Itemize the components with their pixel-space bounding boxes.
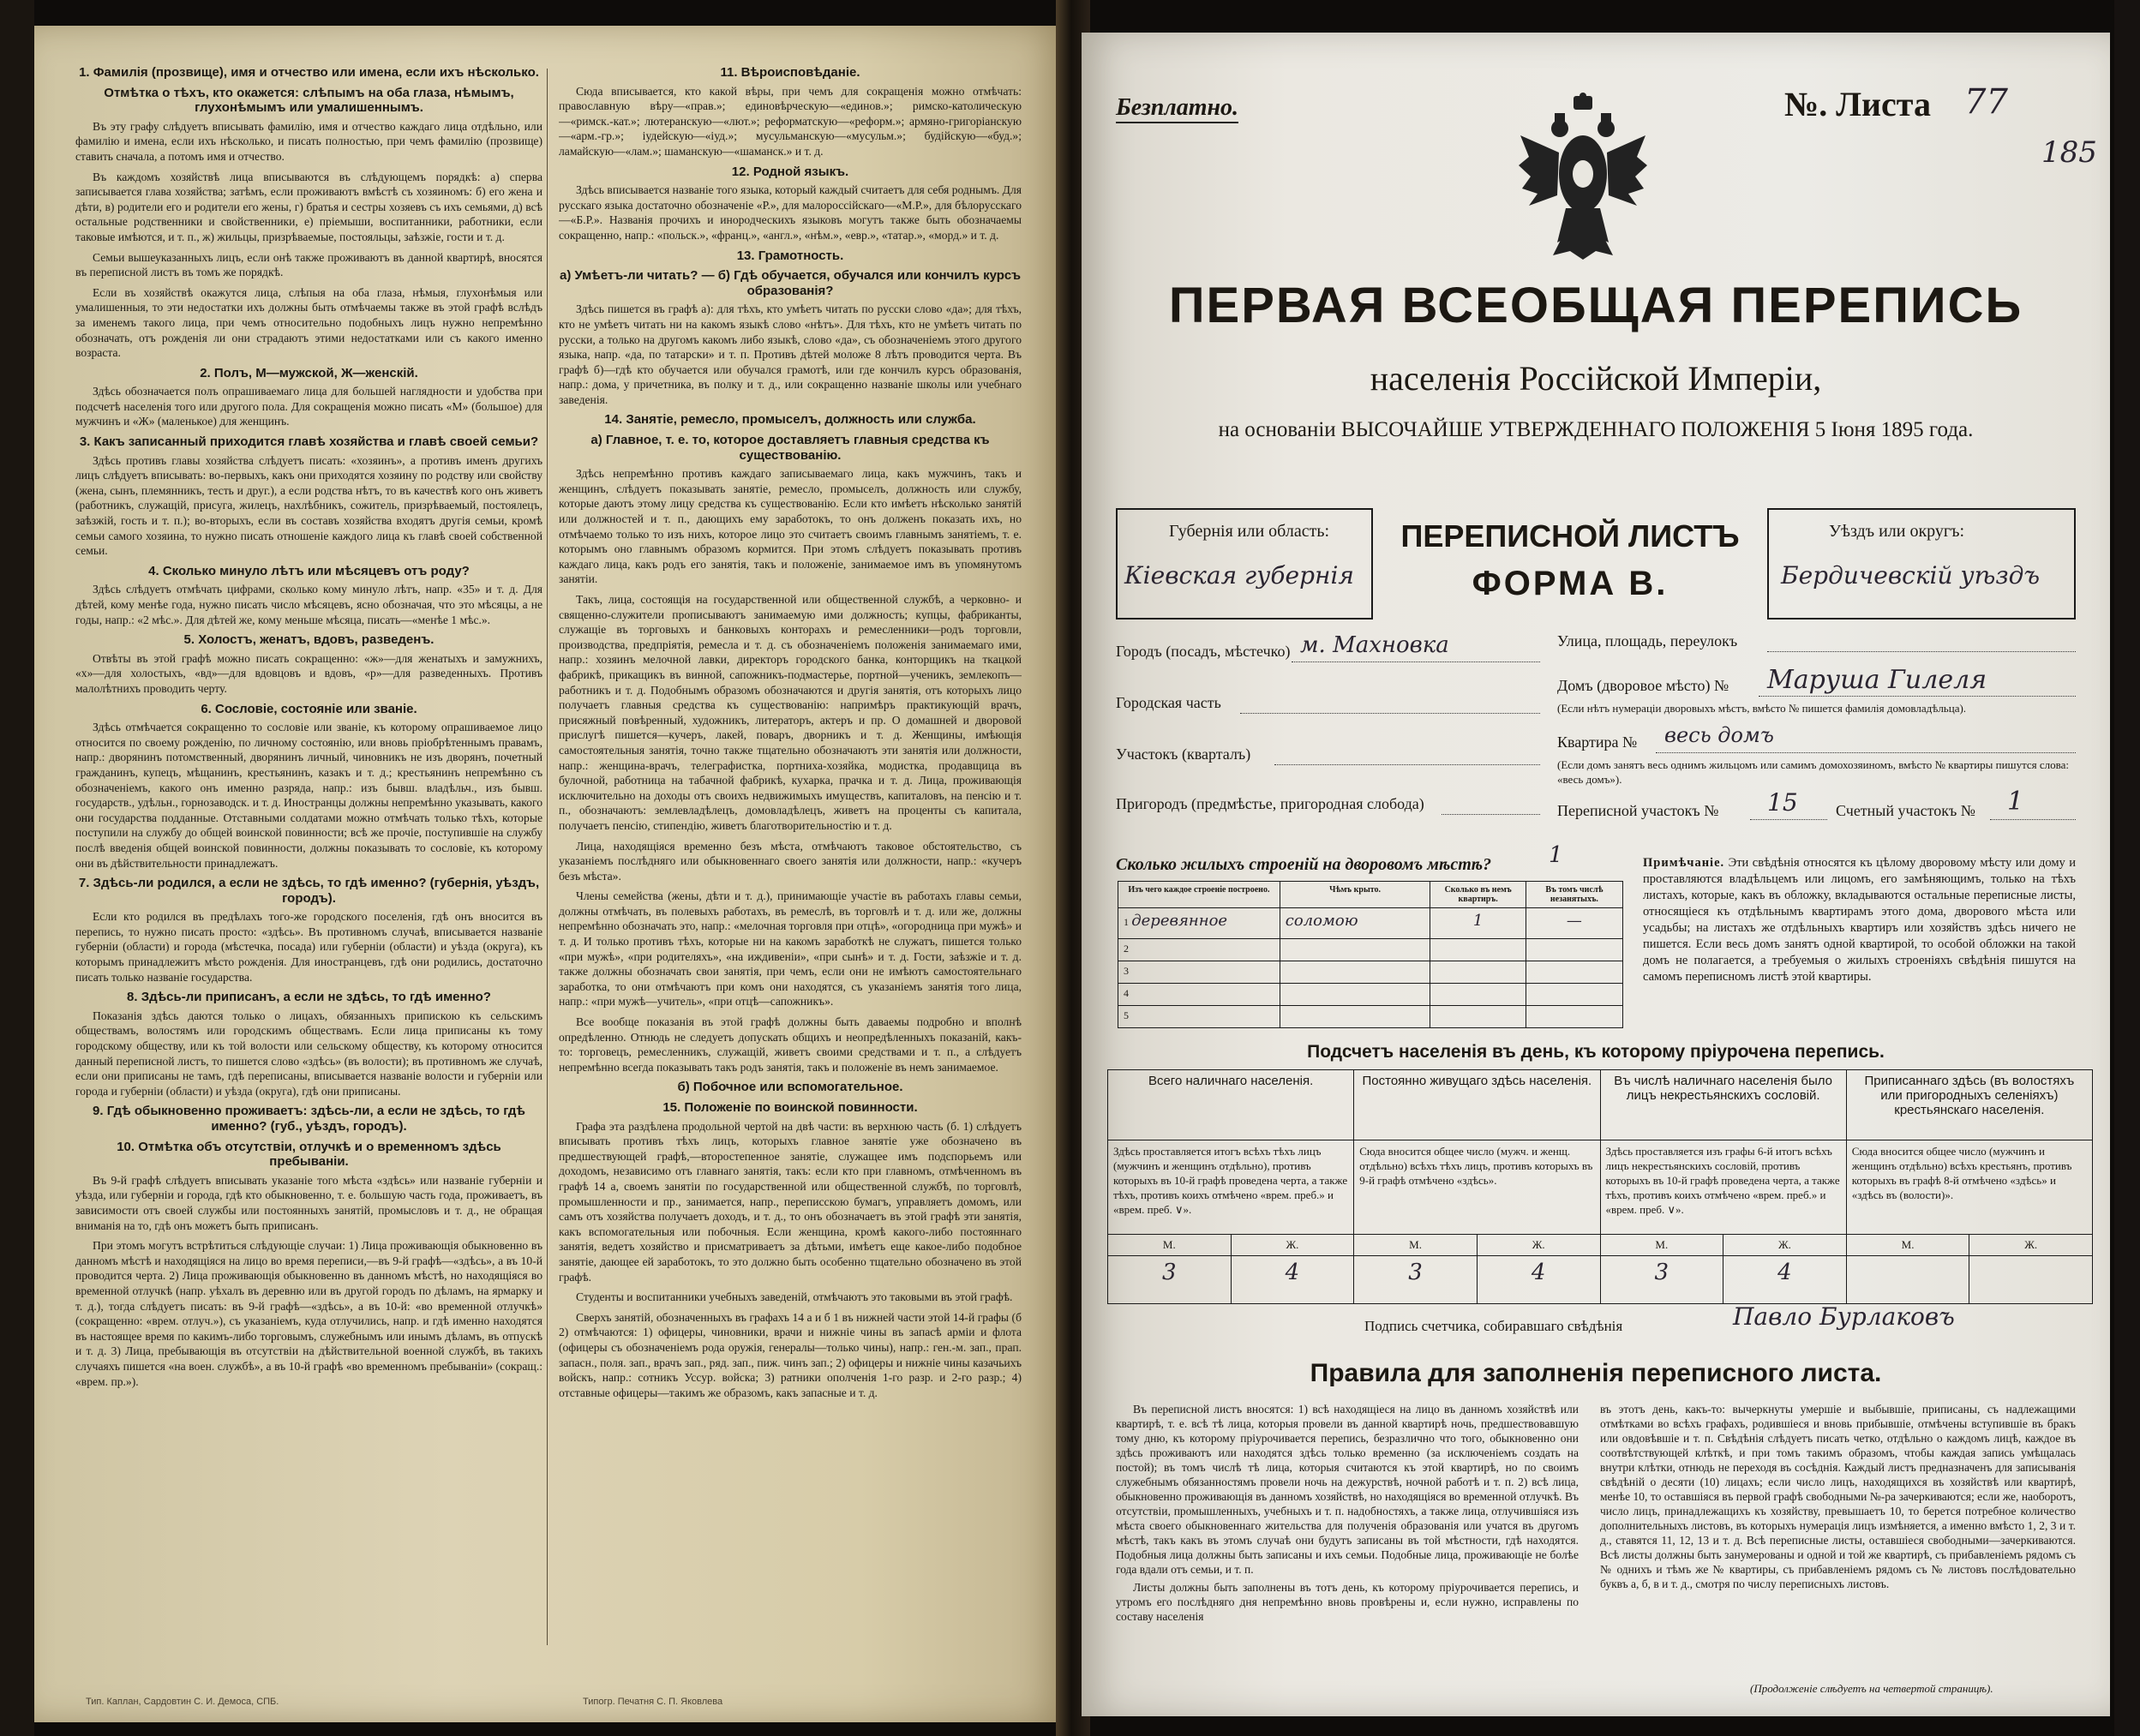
table-row: 2 — [1118, 939, 1623, 961]
buildings-cell-vacant: — — [1526, 908, 1622, 939]
column-divider — [547, 69, 548, 1645]
right-page-census-form — [1082, 33, 2110, 1716]
table-row: 3 — [1118, 961, 1623, 984]
instruction-paragraph: Графа эта раздѣлена продольной чертой на двѣ части: въ верхнюю часть (б. 1) слѣдуетъ вписывать противъ тѣхъ лицъ, которыхъ главное занятіе уже обозначено въ предшествующей графѣ,—второстепенное занятіе, служащее имъ подспорьемъ или доходомъ, независимо отъ главнаго занятія, такъ: если кто при главномъ, отмѣченномъ въ графѣ 14 а, своемъ занятіи по государственной или общественной службѣ, по торговлѣ, промышленности и пр., занимается, напр., переписскою бумагъ, управляетъ домомъ, или самъ отъ хозяйства получаетъ доходъ, и т. д., то онъ обозначаетъ въ этой графѣ эти занятія, какъ вспомогательныя или побочныя. Если женщина, кромѣ какого-либо постояннаго занятія, ведетъ хозяйство и присматриваетъ за дѣтьми, имѣетъ еще какое-либо подобное занятіе, дающее ей заработокъ, то это должно быть особенно тщательно обозначено въ этой графѣ. — [559, 1119, 1022, 1284]
instruction-paragraph: Въ каждомъ хозяйствѣ лица вписываются въ слѣдующемъ порядкѣ: а) сперва записывается глава хозяйства; затѣмъ, если проживаютъ вмѣстѣ съ хозяиномъ: б) его жена и дѣти, в) родители его и родители его жены, г) братья и сестры хозяевъ съ ихъ семьями, д) всѣ остальные родственники и свойственники, е) пріемыши, воспитанники, работники, если таковые имѣются, и т. п., ж) жильцы, призрѣваемые, постояльцы, заѣзжіе, гости и т. д. — [75, 170, 542, 243]
instruction-paragraph: Здѣсь отмѣчается сокращенно то сословіе или званіе, къ которому опрашиваемое лицо относится по своему рожденію, по личному состоянію, или вновь пріобрѣтеннымъ правамъ, напр.: дворянинъ потомственный, дворянинъ личный, чиновникъ не изъ дворянъ, почетный гражданинъ, купецъ, мѣщанинъ, крестьянинъ, казакъ и т. д.; крестьянинъ непремѣнно съ обозначеніемъ, какого онъ именно разряда, напр.: изъ бывш. владѣльч., изъ бывш. государств., удѣльн., горнозаводск. и т. д. Иностранцы должны непремѣнно указывать, какого они государства подданные. Отставными солдатами можно отмѣчать только тѣхъ, которые поступили на службу до общей воинской повинности; всѣ же прочіе, поступившіе на службу послѣ введенія общей воинской повинности, должны показывать то сословіе, къ которому они въ дѣйствительности принадлежатъ. — [75, 721, 542, 870]
f-label: Ж. — [1477, 1235, 1600, 1256]
instruction-heading: 13. Грамотность. — [736, 248, 844, 263]
buildings-value: 1 — [1549, 842, 1563, 868]
buildings-note — [1643, 855, 2076, 985]
instruction-paragraph: Отвѣты въ этой графѣ можно писать сокращенно: «ж»—для женатыхъ и замужнихъ, «х»—для холостыхъ, «вд»—для вдовцовъ и вдовъ, «р»—для разведенныхъ. Противъ малолѣтнихъ проводить черту. — [75, 651, 542, 695]
plot-label: Участокъ (кварталъ) — [1116, 745, 1251, 763]
rules-continuation: (Продолженіе слѣдуетъ на четвертой страницѣ). — [1750, 1682, 1993, 1695]
instruction-paragraph: Здѣсь противъ главы хозяйства слѣдуетъ писать: «хозяинъ», а противъ именъ другихъ лицъ слѣдуетъ вписывать: во-первыхъ, какъ они приходятся хозяину по родству или свойству (жена, сынъ, племянникъ, тесть и друг.), а если родства нѣтъ, то въ качествѣ кого онъ живетъ (работникъ, служащій, присуга, жилецъ, нахлѣбникъ, сожитель, призрѣваемый, постоялецъ, заѣзжій, гость и т. п.); во-вторыхъ, если въ составъ хозяйства входятъ другія семьи, кромѣ семьи самого хозяина, то нужно писать отношеніе каждого лица къ главѣ своей собственной семьи. — [75, 453, 542, 558]
title-main: ПЕРВАЯ ВСЕОБЩАЯ ПЕРЕПИСЬ — [1168, 278, 2023, 333]
instruction-paragraph: Такъ, лица, состоящія на государственной или общественной службѣ, а черковно- и священно-служители прописываютъ занимаемую ими должность; купцы, фабриканты, служащіе въ торговыхъ и банковыхъ конторахъ и ремесленники—родъ торговли, производства, предпріятія, ремесла и т. д. съ обозначеніемъ положенія занимаемаго ими, напр.: хозяинъ мелочной лавки, директоръ городского банка, конторщикъ на ткацкой фабрикѣ, прикащикъ въ винной, сапожникъ-подмастерье, портной—ученикъ, землекопъ—работникъ и т. д. Подобнымъ образомъ обозначаются и другія занятія, отъ которыхъ лицо получаетъ главныя средства къ существованію: напримѣръ практикующій врачъ, присяжный повѣренный, художникъ, литераторъ, актеръ и пр. О домашней и дворовой прислугѣ пишется—кучеръ, лакей, поваръ, дворникъ и т. д. Женщины, имѣющія самостоятельныя занятія, точно также тщательно обозначаютъ эти занятія или должности, напр.: женщина-врачъ, телеграфистка, портниха-хозяйка, модистка, продавщица въ булочной, работница на табачной фабрикѣ, кухарка, прачка и т. д. Лица, проживающія исключительно на доходы отъ своихъ недвижимыхъ имуществъ, капиталовъ, на пенсію и т. п., обозначаютъ: землевладѣлецъ, домовладѣлецъ, живетъ на проценты съ капитала, получаетъ пенсію, стипендію, живетъ благотворительностію и т. д. — [559, 593, 1022, 832]
apartment-note: (Если домъ занятъ весь однимъ жильцомъ или самимъ домохозяиномъ, вмѣсто № квартиры пишутся слова: «весь домъ»). — [1557, 758, 2070, 786]
table-row — [1118, 908, 1623, 939]
province-box — [1116, 508, 1373, 620]
province-label: Губернія или область: — [1169, 522, 1330, 541]
district-label: Уѣздъ или округъ: — [1829, 522, 1965, 541]
instruction-heading: а) Умѣетъ-ли читать? — б) Гдѣ обучается, обучался или кончилъ курсъ образованія? — [559, 268, 1022, 298]
rules-right-text: въ этотъ день, какъ-то: вычеркнуты умершіе и выбывшіе, приписаны, съ надлежащими отмѣтками во всѣхъ графахъ, родившіеся и вновь прибывшіе, отмѣчены вступившіе въ бракъ или овдовѣвшіе и т. п. Свѣдѣнія слѣдуетъ писать четко, отдѣльно о каждомъ лицѣ, каждое въ соотвѣтствующей клѣткѣ, и при томъ такимъ образомъ, чтобы каждая запись умѣщалась внутри клѣтки, отнюдь не переходя въ сосѣднія. Каждый листъ предназначенъ для записыванія свѣдѣній о десяти (10) лицахъ; если число лицъ, находящихся въ хозяйствѣ или квартирѣ, менѣе 10, то оставшіяся въ первой графѣ свободными №-ра зачеркиваются; если же, наоборотъ, число лицъ, принадлежащихъ къ хозяйству, превышаетъ 10, то берется потребное количество дополнительныхъ листовъ, въ которыхъ нумерація лицъ измѣняется, а именно вмѣсто 1, 2, 3 и т. д., ставятся 11, 12, 13 и т. д. Всѣ переписные листы, оставшіеся свободными—зачеркиваются. Всѣ листы должны быть занумерованы и одной и той же квартирѣ, съ прибавленіемъ рядомъ съ № однихъ и тѣмъ же № квартиры, съ прибавленіемъ рядомъ съ № листовъ послѣдовательно буквъ а, б, в и т. д., смотря по числу переписныхъ листовъ. — [1600, 1403, 2076, 1590]
instruction-heading: 14. Занятіе, ремесло, промыселъ, должность или служба. — [604, 412, 976, 428]
title-sub: населенія Россійской Имперіи, — [1370, 359, 1822, 398]
buildings-cell-apartments: 1 — [1430, 908, 1526, 939]
city-value: м. Махновка — [1300, 632, 1449, 658]
plot-line — [1274, 764, 1540, 765]
instruction-heading: 15. Положеніе по воинской повинности. — [662, 1100, 918, 1115]
table-row: 4 — [1118, 984, 1623, 1006]
m-label: М. — [1846, 1235, 1969, 1256]
suburb-label: Пригородъ (предмѣстье, пригородная слобода) — [1116, 795, 1424, 812]
instruction-heading: Отмѣтка о тѣхъ, кто окажется: слѣпымъ на оба глаза, нѣмымъ, глухонѣмымъ или умалишеннымъ. — [104, 85, 514, 116]
instruction-heading: 12. Родной языкъ. — [731, 164, 849, 179]
count-title: Подсчетъ населенія въ день, къ которому пріурочена перепись. — [1307, 1042, 1885, 1062]
street-label: Улица, площадь, переулокъ — [1557, 632, 1738, 650]
count-non-peasant-m: 3 — [1600, 1256, 1723, 1304]
printer-footnote-left: Тип. Каплан, Сардовтин С. И. Демоса, СПБ. — [86, 1697, 279, 1707]
m-label: М. — [1108, 1235, 1232, 1256]
city-part-line — [1240, 713, 1540, 714]
city-line — [1292, 661, 1540, 662]
census-plot-value: 15 — [1767, 788, 1798, 817]
count-desc-present: Здѣсь проставляется итогъ всѣхъ тѣхъ лицъ (мужчинъ и женщинъ отдѣльно), противъ которыхъ въ 10-й графѣ проведена черта, а также тѣхъ, противъ коихъ отмѣчено «врем. преб.» и «врем. преб. ∨». — [1108, 1140, 1354, 1235]
instruction-heading: 3. Какъ записанный приходится главѣ хозяйства и главѣ своей семьи? — [79, 434, 539, 450]
m-label: М. — [1354, 1235, 1478, 1256]
form-title: ПЕРЕПИСНОЙ ЛИСТЪ — [1400, 518, 1740, 554]
census-plot-line — [1750, 819, 1827, 820]
count-present-m: 3 — [1108, 1256, 1232, 1304]
buildings-header-vacant: Въ томъ числѣ незанятыхъ. — [1526, 882, 1622, 908]
city-part-label: Городская часть — [1116, 694, 1221, 711]
suburb-line — [1442, 814, 1540, 815]
count-permanent-f: 4 — [1477, 1256, 1600, 1304]
rules-title: Правила для заполненія переписного листа. — [1310, 1359, 1882, 1387]
sheet-number-label: №. Листа — [1784, 85, 1931, 123]
buildings-cell-material: 1 деревянное — [1118, 908, 1280, 939]
instruction-paragraph: Въ 9-й графѣ слѣдуетъ вписывать указаніе того мѣста «здѣсь» или названіе губерніи и уѣзда, или губерніи и города, гдѣ кто обыкновенно, т. е. большую часть года, проживаетъ, въ зависимости отъ своей службы или постоянныхъ занятій, промысловъ и т. д., не обращая вниманія на то, гдѣ онъ можетъ быть приписанъ. — [75, 1173, 542, 1232]
count-head-present: Всего наличнаго населенія. — [1108, 1070, 1354, 1140]
instruction-heading: 11. Вѣроисповѣданіе. — [720, 65, 860, 80]
count-present-f: 4 — [1231, 1256, 1354, 1304]
counting-plot-label: Счетный участокъ № — [1836, 802, 1975, 819]
count-non-peasant-f: 4 — [1723, 1256, 1847, 1304]
table-row: 5 — [1118, 1006, 1623, 1028]
instruction-paragraph: Здѣсь непремѣнно противъ каждаго записываемаго лица, какъ мужчинъ, такъ и женщинъ, слѣдуетъ показывать занятіе, ремесло, промыселъ, должность или службу, которые даютъ этому лицу средства къ существованію. Если кто имѣетъ нѣсколько занятій или должностей и т. п., дающихъ ему заработокъ, то онъ долженъ показать ихъ, но отмѣчаемо только то изъ нихъ, которое лицо это считаетъ своимъ главнымъ занятіемъ, т. е. которымъ оно главнымъ образомъ кормится. При этомъ слѣдуетъ показывать противъ каждаго лица, какъ родъ его занятія, такъ и положеніе, занимаемое имъ въ упомянутомъ занятіи. — [559, 467, 1022, 586]
printer-footnote-right: Типогр. Печатня С. П. Яковлева — [583, 1697, 723, 1707]
province-value: Кіевская губернія — [1124, 561, 1354, 590]
count-desc-permanent: Сюда вносится общее число (мужч. и женщ. отдѣльно) всѣхъ тѣхъ лицъ, противъ которыхъ въ 9-й графѣ отмѣчено «здѣсь». — [1354, 1140, 1600, 1235]
instruction-heading: 10. Отмѣтка объ отсутствіи, отлучкѣ и о временномъ здѣсь пребываніи. — [117, 1139, 501, 1170]
district-box — [1767, 508, 2076, 620]
house-label: Домъ (дворовое мѣсто) № — [1557, 677, 1729, 694]
f-label: Ж. — [1969, 1235, 2093, 1256]
instruction-heading: 2. Полъ, М—мужской, Ж—женскій. — [200, 365, 418, 380]
instruction-paragraph: Здѣсь обозначается полъ опрашиваемаго лица для большей наглядности и удобства при подсчетѣ населенія того или другого пола. Для сокращенія можно писать «М» (большое) для мужчинъ и «Ж» (маленькое) для женщинъ. — [75, 385, 542, 428]
apartment-label: Квартира № — [1557, 733, 1638, 751]
sheet-number-extra: 185 — [2041, 135, 2097, 170]
count-peasant-m — [1846, 1256, 1969, 1304]
buildings-header-apartments: Сколько въ немъ квартиръ. — [1430, 882, 1526, 908]
note-text: Эти свѣдѣнія относятся къ цѣлому дворовому мѣсту или дому и проставляются владѣльцемъ или лицомъ, его замѣняющимъ, только на тѣхъ листахъ, которые, какъ въ обложку, вкладываются остальные переписные листы, относящіеся къ отдѣльнымъ квартирамъ этого дома, дворового мѣста или усадьбы; на листахъ же отдѣльныхъ квартиръ или хозяйствъ здѣсь ничего не пишется. Если весь домъ занятъ одной квартирой, то особой обложки на такой домъ не полагается, а требуемыя о жилыхъ строеніяхъ свѣдѣнія пишутся на самомъ переписномъ листѣ этой квартиры. — [1643, 856, 2076, 984]
instruction-heading: а) Главное, т. е. то, которое доставляетъ главныя средства къ существованію. — [590, 433, 990, 463]
instruction-paragraph: Здѣсь слѣдуетъ отмѣчать цифрами, сколько кому минуло лѣтъ, напр. «35» и т. д. Для дѣтей, кому менѣе года, нужно писать число мѣсяцевъ, ясно обозначая, что это мѣсяцы, а не годы, напр.: «2 мѣс.». Для дѣтей же, кому меньше мѣсяца, писать—«менѣе 1 мѣс.». — [75, 583, 542, 626]
house-value: Маруша Гилеля — [1767, 665, 1987, 695]
instruction-heading: 9. Гдѣ обыкновенно проживаетъ: здѣсь-ли, а если не здѣсь, то гдѣ именно? (губ., уѣздъ, городъ). — [93, 1104, 525, 1134]
instruction-heading: 1. Фамилія (прозвище), имя и отчество или имена, если ихъ нѣсколько. — [79, 65, 539, 80]
count-head-permanent: Постоянно живущаго здѣсь населенія. — [1354, 1070, 1600, 1140]
buildings-header-roof: Чѣмъ крыто. — [1280, 882, 1430, 908]
street-line — [1767, 651, 2076, 652]
form-header — [1116, 508, 2076, 626]
instructions-column-2 — [559, 60, 1022, 1654]
house-line — [1759, 696, 2076, 697]
rules-left-text: Въ переписной листъ вносятся: 1) всѣ находящіеся на лицо въ данномъ хозяйствѣ или квартирѣ, т. е. всѣ тѣ лица, которыя провели въ данной квартирѣ ночь, предшествовавшую тому дню, къ которому пріурочивается перепись, безразлично что того, обыкновенно они здѣсь проживаютъ или находятся здѣсь только временно (за исключеніемъ создать на постой); въ томъ числѣ тѣ лица, которыя считаются къ этой квартирѣ, но по своимъ служебнымъ обязанностямъ провели ночь на дежурствѣ, ночной работѣ и т. п. 2) всѣ лица, обыкновенно проживающія въ данномъ хозяйствѣ, но находящіяся во временной отлучкѣ. Въ отсутствіи, промышленныхъ, учебныхъ и т. п. надобностяхъ, а также лица, отлучившіяся изъ мѣста своего обыкновеннаго жительства для полученія образованія или учатся въ другомъ мѣстѣ, такъ какъ въ этомъ случаѣ они будутъ записаны въ той мѣстности, гдѣ находятся. Подобныя лица должны быть записаны и ихъ семьи. Подобные лица, проживающіе не болѣе года вдали отъ семьи, и т. п. — [1116, 1403, 1579, 1576]
background-right — [2114, 0, 2140, 1736]
form-letter: ФОРМА В. — [1472, 565, 1669, 602]
buildings-cell-roof: соломою — [1280, 908, 1430, 939]
census-plot-label: Переписной участокъ № — [1557, 802, 1719, 819]
m-label: М. — [1600, 1235, 1723, 1256]
instruction-paragraph: При этомъ могутъ встрѣтиться слѣдующіе случаи: 1) Лица проживающія обыкновенно въ данномъ мѣстѣ и находящіяся на лицо во время переписи,—въ 9-й графѣ—«здѣсь», а въ 10-й проводится черта. 2) Лица проживающія обыкновенно въ данномъ мѣстѣ, но находящіяся во временной отлучкѣ (напр. уѣхалъ въ деревню или въ другой городъ по дѣламъ, на ярмарку и т. д.), тогда слѣдуетъ писать: въ 9-й графѣ—«здѣсь», а въ 10-й: «во временной отлучкѣ» (сокращенно: «врем. отлуч.»), съ указаніемъ, куда отлучились, напр. и гдѣ именно находятся въ настоящее время по какимъ-либо торговымъ, служебнымъ или инымъ дѣламъ, въ отпускѣ и т. д. 3) Лица, пребывающія въ отсутствіи на дѣйствительной военной службѣ, въ такихъ случаяхъ пишется «на воен. службѣ», а въ 10-й графѣ «во временномъ пребываніи» (сокращ.: «врем. пр.»). — [75, 1239, 542, 1388]
count-head-non-peasant: Въ числѣ наличнаго населенія было лицъ некрестьянскихъ сословій. — [1600, 1070, 1846, 1140]
instruction-heading: 4. Сколько минуло лѣтъ или мѣсяцевъ отъ роду? — [148, 563, 470, 578]
buildings-table — [1118, 881, 1623, 1028]
instruction-paragraph: Все вообще показанія въ этой графѣ должны быть даваемы подробно и вполнѣ опредѣленно. Отнюдь не следуетъ допускать общихъ и неопредѣленныхъ показаній, какъ-то: торговецъ, ремесленникъ, служащій, живетъ своими средствами и т. п., а слѣдуетъ непремѣнно всегда показывать такъ родъ занятія, такъ и положеніе въ немъ занимаемое. — [559, 1015, 1022, 1074]
f-label: Ж. — [1723, 1235, 1847, 1256]
instruction-heading: б) Побочное или вспомогательное. — [677, 1080, 903, 1095]
instruction-paragraph: Здѣсь вписывается названіе того языка, который каждый считаетъ для себя роднымъ. Для русскаго языка достаточно обозначеніе «Р.», для малороссійскаго—«М.Р.», для бѣлорусскаго—«Б.Р.». Названія прочихъ и инородческихъ языковъ могутъ также быть обозначаемы сокращенно, напр.: «польск.», «франц.», «англ.», «нѣм.», «евр.», «татар.», «морд.» и т. д. — [559, 183, 1022, 242]
instruction-paragraph: Лица, находящіяся временно безъ мѣста, отмѣчаютъ таковое обстоятельство, съ указаніемъ послѣдняго или обыкновеннаго своего занятія или должности, напр.: «кучеръ безъ мѣста». — [559, 839, 1022, 883]
left-page-instructions — [34, 26, 1067, 1722]
rules-column-left — [1116, 1402, 1579, 1693]
sheet-number-value: 77 — [1964, 82, 2008, 122]
note-title: Примѣчаніе. — [1643, 856, 1725, 870]
instruction-paragraph: Если кто родился въ предѣлахъ того-же городского поселенія, гдѣ онъ вносится въ перепись, то нужно писать просто: «здѣсь». Въ противномъ случаѣ, вписывается названіе губерніи (области) и города (мѣстечка, посада) или губерніи (области) и уѣзда (округа), къ которымъ принадлежитъ мѣсто рожденія. Для иностранцевъ, гдѣ они родились, достаточно писать только названіе государства. — [75, 910, 542, 984]
instruction-paragraph: Здѣсь пишется въ графѣ а): для тѣхъ, кто умѣетъ читать по русски слово «да»; для тѣхъ, кто не умѣетъ читать ни на какомъ языкѣ слово «нѣтъ». Для тѣхъ, кто не умѣетъ читать по русски, а только на другомъ какомъ либо языкѣ, слово «да», съ обозначеніемъ этого другого языка, напр. «да, по татарски» и т. п. Противъ дѣтей моложе 8 лѣтъ проводится черта. Въ графѣ б)—гдѣ кто обучается или обучался грамотѣ, или где кончилъ курсъ образованія, напр.: дома, у причетника, въ полку и т. д., или сокращенно названіе школы или учебнаго заведенія. — [559, 302, 1022, 406]
instruction-paragraph: Члены семейства (жены, дѣти и т. д.), принимающіе участіе въ работахъ главы семьи, должны отмѣчать, въ полевыхъ работахъ, въ ремеслѣ, въ торговлѣ и т. д. или же, должны непремѣнно обозначать это, напр.: «мелочная торговля при отцѣ», «огородница при мужѣ» и т. д. И только противъ тѣхъ, которые ни на какомъ заработкѣ не служатъ, пишется только «при мужѣ», «при родителяхъ», «на иждивеніи», «при сынѣ» и т. д. Гости, заѣзжіе и т. д. также должны обозначать свои занятія, при чемъ, если они не имѣютъ самостоятельнаго заработка, то они отмѣчаютъ при комъ они находятся, съ указаніемъ занятія того лица, напр.: «при мужѣ—учитель», «при отцѣ—сапожникъ». — [559, 889, 1022, 1009]
instruction-paragraph: Если въ хозяйствѣ окажутся лица, слѣпыя на оба глаза, нѣмыя, глухонѣмыя или умалишенныя, то эти недостатки ихъ должны быть отмѣчаемы также въ этой графѣ вслѣдъ за именемъ такого лица, при чемъ относительно подобныхъ лицъ нужно непремѣнно обозначать, отъ рожденія ли они страдаютъ этими недостатками или съ какого именно возраста. — [75, 285, 542, 360]
count-peasant-f — [1969, 1256, 2093, 1304]
buildings-header-material: Изъ чего каждое строеніе построено. — [1118, 882, 1280, 908]
count-head-peasant: Приписаннаго здѣсь (въ волостяхъ или пригородныхъ селеніяхъ) крестьянскаго населенія. — [1846, 1070, 2092, 1140]
title-basis: на основаніи ВЫСОЧАЙШЕ УТВЕРЖДЕННАГО ПОЛОЖЕНІЯ 5 Іюня 1895 года. — [1218, 418, 1974, 441]
instruction-heading: 8. Здѣсь-ли приписанъ, а если не здѣсь, то гдѣ именно? — [127, 990, 491, 1005]
signature-value: Павло Бурлаковъ — [1733, 1302, 1955, 1331]
instruction-paragraph: Показанія здѣсь даются только о лицахъ, обязанныхъ припискою къ сельскимъ обществамъ, волостямъ или городскимъ обществамъ. Если лица приписаны къ тому городскому обществу, или къ той волости или сельскому обществу, къ которому относится данный переписной листъ, то пишется слово «здѣсь» (въ волости); въ противномъ же случаѣ, если они приписаны не тамъ, гдѣ переписаны, вписывается названіе волости и губерніи или города и губерніи (области) и уѣзда (округа), гдѣ они приписаны. — [75, 1009, 542, 1098]
apartment-line — [1656, 752, 2076, 753]
buildings-question: Сколько жилыхъ строеній на дворовомъ мѣстѣ? — [1116, 855, 1492, 874]
free-label: Безплатно. — [1116, 94, 1238, 123]
background-left — [0, 0, 34, 1736]
count-desc-non-peasant: Здѣсь проставляется изъ графы 6-й итогъ всѣхъ лицъ некрестьянскихъ сословій, противъ которыхъ въ 10-й графѣ проведена черта, а также тѣхъ, противъ коихъ отмѣчено «врем. преб.» и «врем. преб. ∨». — [1600, 1140, 1846, 1235]
instruction-heading: 7. Здѣсь-ли родился, а если не здѣсь, то гдѣ именно? (губернія, уѣздъ, городъ). — [78, 876, 540, 906]
instructions-column-1 — [75, 60, 542, 1654]
count-permanent-m: 3 — [1354, 1256, 1478, 1304]
rules-column-right — [1600, 1402, 2076, 1685]
instruction-paragraph: Въ эту графу слѣдуетъ вписывать фамилію, имя и отчество каждаго лица отдѣльно, или фамилію и имена, если ихъ нѣсколько, и писать полностью, при чемъ фамилію (прозвище) ставить сначала, а потомъ имя и отчество. — [75, 119, 542, 163]
instruction-paragraph: Студенты и воспитанники учебныхъ заведеній, отмѣчаютъ это таковыми въ этой графѣ. — [576, 1290, 1013, 1304]
f-label: Ж. — [1231, 1235, 1354, 1256]
house-note: (Если нѣтъ нумераціи дворовыхъ мѣстъ, вмѣсто № пишется фамилія домовладѣльца). — [1557, 702, 1967, 715]
instruction-paragraph: Семьи вышеуказанныхъ лицъ, если онѣ также проживаютъ въ данной квартирѣ, вносятся въ переписной листъ въ томъ же порядкѣ. — [75, 250, 542, 279]
counting-plot-value: 1 — [2007, 787, 2024, 817]
counting-plot-line — [1990, 819, 2076, 820]
instruction-paragraph: Сюда вписывается, кто какой вѣры, при чемъ для сокращенія можно отмѣчать: православную вѣру—«прав.»; единовѣрческую—«единов.»; римско-католическую—«римск.-кат.»; лютеранскую—«лют.»; реформатскую—«реформ.»; армяно-григоріанскую—«арм.-гр.»; іудейскую—«іуд.»; мусульманскую—«мусульм.»; будійскую—«буд.»; ламайскую—«лам.»; шаманскую—«шаманск.» и т. д. — [559, 84, 1022, 158]
instruction-paragraph: Сверхъ занятій, обозначенныхъ въ графахъ 14 а и б 1 въ нижней части этой 14-й графы (б 2) отмѣчаются: 1) офицеры, чиновники, врачи и нижніе чины въ запасѣ арміи и флота (офицеры съ обозначеніемъ рода оружія, генералы—только чины), напр.: ген.-м. зап., прап. запасн., поля. зап., врачъ зап., ряд. зап., пиж. чинъ зап.; 2) офицеры и нижніе чины казачьихъ войскъ, напр.: сотникъ Уссур. войска; 3) ратники ополченія 1-го разр. и 2-го разр.; 4) отставные офицеры—такимъ же образомъ, какъ запасные и т. д. — [559, 1310, 1022, 1399]
double-headed-eagle-icon — [1519, 93, 1647, 264]
instruction-heading: 5. Холостъ, женатъ, вдовъ, разведенъ. — [183, 632, 435, 648]
district-value: Бердичевскій уѣздъ — [1781, 561, 2041, 590]
city-label: Городъ (посадъ, мѣстечко) — [1116, 643, 1291, 660]
signature-label: Подпись счетчика, собиравшаго свѣдѣнія — [1364, 1318, 1623, 1334]
apartment-value: весь домъ — [1664, 723, 1774, 747]
instruction-heading: 6. Сословіе, состояніе или званіе. — [201, 701, 417, 716]
population-count-table — [1107, 1069, 2093, 1304]
count-desc-peasant: Сюда вносится общее число (мужчинъ и женщинъ отдѣльно) всѣхъ крестьянъ, противъ которыхъ въ графѣ 8-й отмѣчено «здѣсь» и «здѣсь въ (волости)». — [1846, 1140, 2092, 1235]
rules-left-text-2: Листы должны быть заполнены въ тотъ день, къ которому пріурочивается перепись, и утромъ его послѣдняго дня непремѣнно вновь провѣрены и, если нужно, исправлены по составу населенія — [1116, 1581, 1579, 1623]
